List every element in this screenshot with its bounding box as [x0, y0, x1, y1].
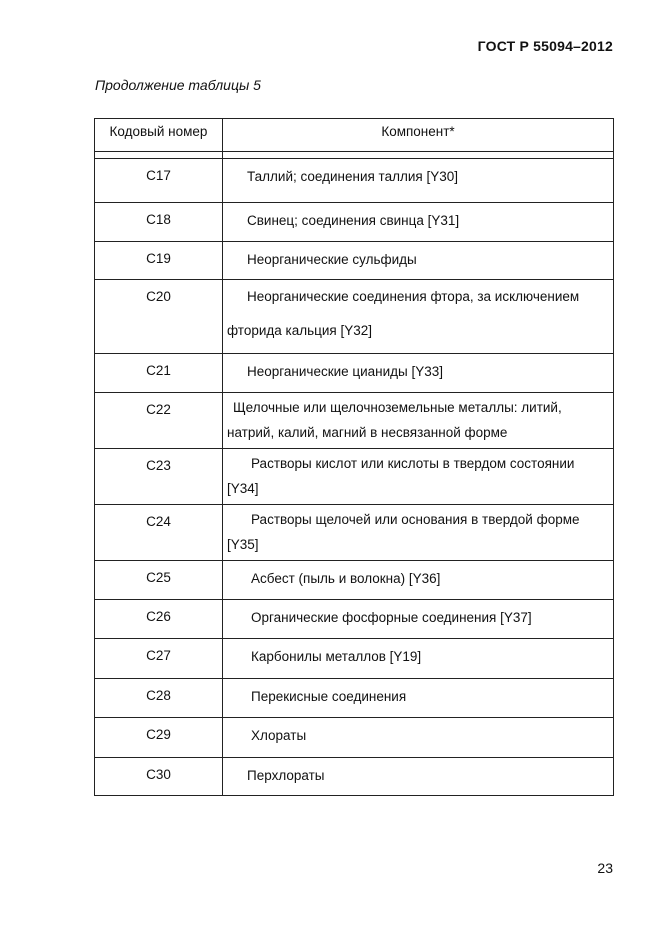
- row-code: С28: [146, 688, 171, 703]
- row-component: [223, 648, 605, 665]
- row-component: [223, 688, 605, 705]
- component-text: Неорганические соединения фтора, за исключением: [247, 289, 580, 304]
- column-header-code: Кодовый номер: [109, 124, 208, 139]
- component-text: Щелочные или щелочноземельные металлы: литий,: [233, 400, 562, 415]
- row-component: [223, 570, 605, 587]
- components-table: [94, 118, 614, 796]
- row-divider: [95, 638, 613, 639]
- component-text: Таллий; соединения таллия [Y30]: [247, 169, 458, 184]
- row-divider: [95, 504, 613, 505]
- row-component: [223, 507, 605, 557]
- column-header-component: Компонент*: [381, 124, 455, 139]
- row-code: С29: [146, 727, 171, 742]
- row-component: [223, 767, 605, 784]
- row-divider: [95, 678, 613, 679]
- row-code: С18: [146, 212, 171, 227]
- row-divider: [95, 241, 613, 242]
- row-divider: [95, 717, 613, 718]
- row-divider: [95, 757, 613, 758]
- row-component: [223, 451, 605, 501]
- row-divider: [95, 392, 613, 393]
- row-code: С20: [146, 289, 171, 304]
- component-text: Растворы щелочей или основания в твердой форме: [251, 512, 580, 527]
- row-divider: [95, 560, 613, 561]
- component-text: Неорганические сульфиды: [247, 252, 417, 267]
- row-divider: [95, 448, 613, 449]
- row-divider: [95, 353, 613, 354]
- row-code: С24: [146, 514, 171, 529]
- row-component: [223, 280, 605, 348]
- component-text-continued: натрий, калий, магний в несвязанной форме: [227, 425, 508, 440]
- row-component: [223, 609, 605, 626]
- row-divider: [95, 599, 613, 600]
- row-code: С26: [146, 609, 171, 624]
- component-text: Перхлораты: [247, 768, 325, 783]
- component-text: Органические фосфорные соединения [Y37]: [251, 610, 532, 625]
- component-text: Свинец; соединения свинца [Y31]: [247, 213, 460, 228]
- row-code: С25: [146, 570, 171, 585]
- component-text: Хлораты: [251, 728, 307, 743]
- row-component: [223, 727, 605, 744]
- row-component: [223, 212, 605, 229]
- component-text: Неорганические цианиды [Y33]: [247, 364, 444, 379]
- component-text-continued: [Y34]: [227, 481, 259, 496]
- component-text: Растворы кислот или кислоты в твердом состоянии: [251, 456, 575, 471]
- header-divider: [95, 151, 613, 152]
- row-component: [223, 363, 605, 380]
- row-code: С22: [146, 402, 171, 417]
- row-code: С30: [146, 767, 171, 782]
- row-component: [223, 251, 605, 268]
- component-text-continued: [Y35]: [227, 537, 259, 552]
- row-component: [223, 395, 605, 445]
- page-number: 23: [597, 860, 613, 876]
- component-text: Перекисные соединения: [251, 689, 407, 704]
- table-continuation-caption: Продолжение таблицы 5: [95, 77, 261, 93]
- row-code: С19: [146, 251, 171, 266]
- document-code: ГОСТ Р 55094–2012: [477, 38, 613, 54]
- component-text: Карбонилы металлов [Y19]: [251, 649, 422, 664]
- row-code: С21: [146, 363, 171, 378]
- component-text-continued: фторида кальция [Y32]: [227, 323, 373, 338]
- row-code: С17: [146, 168, 171, 183]
- row-code: С27: [146, 648, 171, 663]
- header-divider: [95, 158, 613, 159]
- row-component: [223, 168, 605, 185]
- row-code: С23: [146, 458, 171, 473]
- component-text: Асбест (пыль и волокна) [Y36]: [251, 571, 441, 586]
- row-divider: [95, 202, 613, 203]
